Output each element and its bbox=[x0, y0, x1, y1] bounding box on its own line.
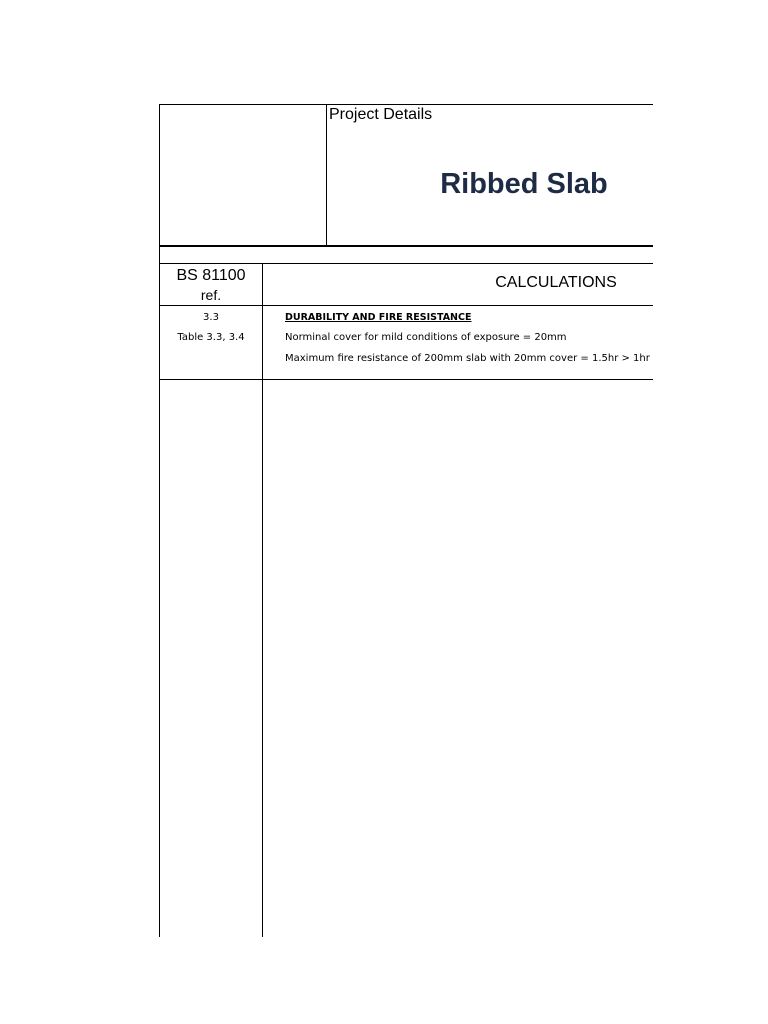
header-top-border bbox=[159, 104, 653, 105]
row-ref: 3.3 bbox=[203, 312, 219, 323]
header-bottom-border bbox=[159, 245, 653, 247]
calculation-line: Norminal cover for mild conditions of exposure = 20mm bbox=[285, 332, 567, 343]
calculation-line: Maximum fire resistance of 200mm slab with 20mm cover = 1.5hr > 1hr bbox=[285, 353, 650, 364]
sheet-left-border bbox=[159, 104, 160, 937]
section-bottom-border bbox=[159, 379, 653, 380]
section-heading: DURABILITY AND FIRE RESISTANCE bbox=[285, 312, 472, 323]
ref-column-subheading: ref. bbox=[200, 287, 222, 303]
calculations-column-heading: CALCULATIONS bbox=[495, 274, 617, 291]
ref-column-heading: BS 81100 bbox=[176, 267, 246, 284]
project-details-label: Project Details bbox=[329, 106, 433, 123]
ref-column-divider bbox=[262, 263, 263, 937]
row-ref: Table 3.3, 3.4 bbox=[177, 332, 245, 343]
page-title: Ribbed Slab bbox=[440, 168, 608, 200]
column-header-bottom-border bbox=[159, 305, 653, 306]
column-header-top-border bbox=[159, 263, 653, 264]
